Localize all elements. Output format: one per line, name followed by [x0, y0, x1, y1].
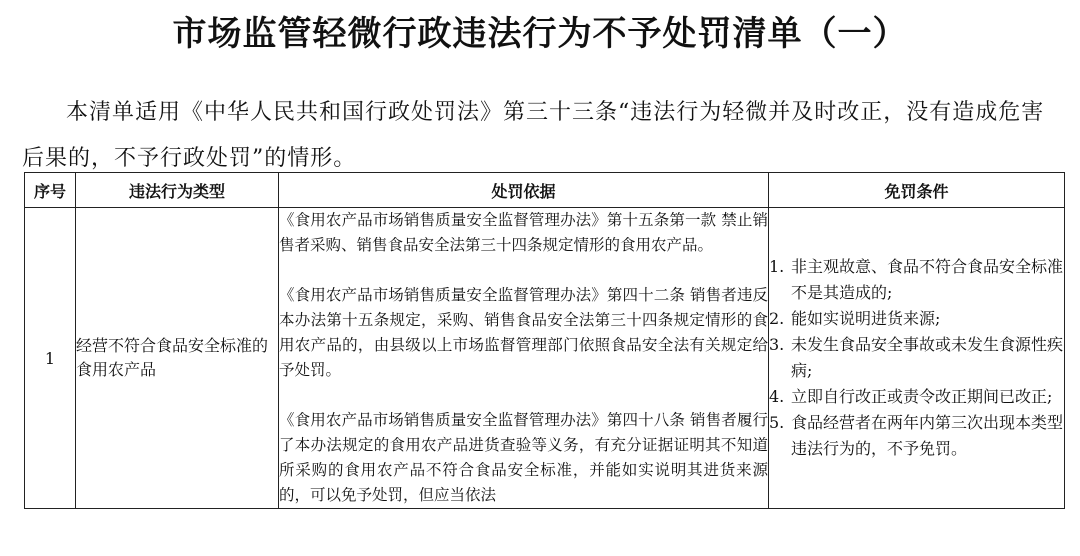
basis-clause: 《食用农产品市场销售质量安全监督管理办法》第十五条第一款 禁止销售者采购、销售食品安全法第三十四条规定情形的食用农产品。 [279, 211, 768, 254]
penalty-basis-cell [279, 208, 769, 509]
condition-text: 非主观故意、食品不符合食品安全标准不是其造成的; [791, 257, 1064, 302]
condition-item [769, 410, 1064, 462]
table-row [25, 208, 1065, 509]
condition-number: 4. [769, 387, 785, 406]
header-penalty-basis: 处罚依据 [279, 173, 769, 208]
basis-clause: 《食用农产品市场销售质量安全监督管理办法》第四十八条 销售者履行了本办法规定的食用农产品进货查验等义务，有充分证据证明其不知道所采购的食用农产品不符合食品安全标准，并能如实说明其进货来源的，可以免予处罚，但应当依法 [279, 411, 768, 504]
condition-text: 立即自行改正或责令改正期间已改正; [791, 387, 1053, 406]
header-no: 序号 [25, 173, 76, 208]
condition-list [769, 254, 1064, 462]
condition-number: 5. [769, 413, 785, 432]
intro-paragraph: 本清单适用《中华人民共和国行政处罚法》第三十三条“违法行为轻微并及时改正，没有造成危害后果的，不予行政处罚”的情形。 [22, 100, 1045, 171]
exemption-condition-cell [769, 208, 1065, 509]
violation-type-cell: 经营不符合食品安全标准的食用农产品 [76, 208, 279, 509]
condition-item [769, 306, 1064, 332]
condition-item [769, 332, 1064, 384]
header-violation-type: 违法行为类型 [76, 173, 279, 208]
penalty-exemption-table [24, 172, 1065, 509]
basis-clause: 《食用农产品市场销售质量安全监督管理办法》第四十二条 销售者违反本办法第十五条规定，采购、销售食品安全法第三十四条规定情形的食用农产品的，由县级以上市场监督管理部门依照食品安全法有关规定给予处罚。 [279, 286, 768, 379]
condition-text: 未发生食品安全事故或未发生食源性疾病; [791, 335, 1064, 380]
condition-item [769, 254, 1064, 306]
condition-text: 食品经营者在两年内第三次出现本类型违法行为的，不予免罚。 [791, 413, 1064, 458]
table-header-row [25, 173, 1065, 208]
header-exemption-condition: 免罚条件 [769, 173, 1065, 208]
condition-text: 能如实说明进货来源; [791, 309, 941, 328]
page-title: 市场监管轻微行政违法行为不予处罚清单（一） [172, 14, 908, 54]
condition-number: 1. [769, 257, 785, 276]
row-number: 1 [25, 208, 76, 509]
condition-number: 3. [769, 335, 785, 354]
condition-number: 2. [769, 309, 785, 328]
condition-item [769, 384, 1064, 410]
